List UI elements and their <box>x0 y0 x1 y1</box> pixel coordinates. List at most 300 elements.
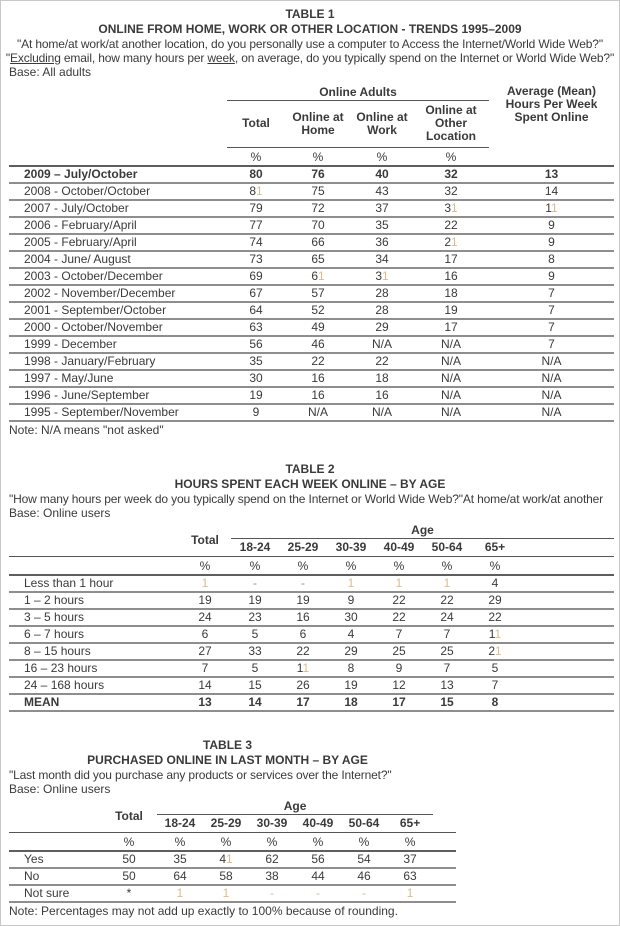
table-cell: 18 <box>327 694 375 711</box>
row-label: 2000 - October/November <box>9 319 227 336</box>
column-header-total: Total <box>101 799 157 833</box>
table1-subtitle: ONLINE FROM HOME, WORK OR OTHER LOCATION - TRENDS 1995–2009 <box>98 22 522 36</box>
column-header-65-plus: 65+ <box>471 539 519 557</box>
table-cell: 63 <box>227 319 285 336</box>
table-cell: 1 <box>179 575 231 592</box>
table-row <box>9 660 614 677</box>
table-cell: 22 <box>375 609 423 626</box>
table-cell: 22 <box>375 592 423 609</box>
table-cell: 67 <box>227 285 285 302</box>
table-cell: 31 <box>351 268 413 285</box>
empty-trailing-cell <box>519 557 614 576</box>
table-cell: N/A <box>351 404 413 421</box>
empty-trailing-cell <box>433 799 456 815</box>
table-row <box>9 268 614 285</box>
table-cell: - <box>249 885 295 902</box>
table-cell: 49 <box>285 319 351 336</box>
table-cell: 58 <box>203 868 249 885</box>
table-cell: 19 <box>227 387 285 404</box>
percent-sign: % <box>285 148 351 167</box>
percent-sign: % <box>413 148 489 167</box>
table-cell: 73 <box>227 251 285 268</box>
empty-trailing-cell <box>519 677 614 694</box>
table-cell: 50 <box>101 868 157 885</box>
table2-age-group-header: Age <box>231 523 614 539</box>
table-cell: 4 <box>471 575 519 592</box>
table-cell: 43 <box>351 183 413 200</box>
table-cell: 36 <box>351 234 413 251</box>
table-cell: 54 <box>341 851 387 868</box>
row-label: 3 – 5 hours <box>9 609 179 626</box>
table-cell: 17 <box>413 319 489 336</box>
row-label: 2009 – July/October <box>9 166 227 183</box>
table-cell: 40 <box>351 166 413 183</box>
table-cell: 17 <box>375 694 423 711</box>
row-label: Less than 1 hour <box>9 575 179 592</box>
table-cell: - <box>341 885 387 902</box>
table-cell: 19 <box>179 592 231 609</box>
table-row <box>9 251 614 268</box>
quote-open: " <box>5 51 11 65</box>
table-cell: 38 <box>249 868 295 885</box>
table-cell: 1 <box>423 575 471 592</box>
empty-trailing-cell <box>519 660 614 677</box>
table-cell: 32 <box>413 166 489 183</box>
table-row <box>9 166 614 183</box>
table1-group-header: Online Adults <box>227 85 489 101</box>
table-cell: N/A <box>285 404 351 421</box>
table-cell: 62 <box>249 851 295 868</box>
table2-question: "How many hours per week do you typically spend on the Internet or World Wide Web?"At home/at work/at another <box>9 492 604 506</box>
empty-corner-cell <box>9 85 227 101</box>
percent-sign: % <box>249 833 295 852</box>
table-cell: - <box>279 575 327 592</box>
table-cell: 17 <box>413 251 489 268</box>
empty-corner-cell <box>9 799 101 815</box>
empty-trailing-cell <box>519 609 614 626</box>
row-label: 1 – 2 hours <box>9 592 179 609</box>
table3-subtitle: PURCHASED ONLINE IN LAST MONTH – BY AGE <box>87 753 368 767</box>
row-label: 2006 - February/April <box>9 217 227 234</box>
table-cell: 30 <box>327 609 375 626</box>
table-cell: 14 <box>231 694 279 711</box>
table1-question-2 <box>4 51 616 65</box>
empty-label-cell <box>9 148 227 167</box>
empty-label-cell <box>9 815 101 833</box>
table-cell: 14 <box>489 183 614 200</box>
row-label: 24 – 168 hours <box>9 677 179 694</box>
column-header-30-39: 30-39 <box>249 815 295 833</box>
table-cell: 5 <box>231 660 279 677</box>
empty-trailing-cell <box>433 833 456 852</box>
table-cell: 13 <box>423 677 471 694</box>
table-cell: 37 <box>387 851 433 868</box>
table-cell: 57 <box>285 285 351 302</box>
table2-percent-row <box>9 557 614 576</box>
column-header-40-49: 40-49 <box>295 815 341 833</box>
table-cell: N/A <box>413 387 489 404</box>
table-cell: 79 <box>227 200 285 217</box>
column-header-total: Total <box>179 523 231 557</box>
table-cell: 61 <box>285 268 351 285</box>
table-cell: 22 <box>279 643 327 660</box>
table-row <box>9 183 614 200</box>
table-cell: 27 <box>179 643 231 660</box>
percent-sign: % <box>471 557 519 576</box>
table-cell: 8 <box>327 660 375 677</box>
table1-header <box>9 85 614 166</box>
table-cell: 1 <box>203 885 249 902</box>
table-cell: 72 <box>285 200 351 217</box>
table-cell: N/A <box>489 353 614 370</box>
table-cell: 19 <box>231 592 279 609</box>
percent-sign: % <box>231 557 279 576</box>
percent-sign: % <box>279 557 327 576</box>
table3-title: TABLE 3 <box>202 738 253 752</box>
empty-trailing-cell <box>519 643 614 660</box>
row-label: 1996 - June/September <box>9 387 227 404</box>
percent-sign: % <box>203 833 249 852</box>
table-row <box>9 285 614 302</box>
table-cell: 64 <box>227 302 285 319</box>
table-cell: 46 <box>285 336 351 353</box>
percent-sign: % <box>227 148 285 167</box>
table2-subtitle: HOURS SPENT EACH WEEK ONLINE – BY AGE <box>174 477 446 491</box>
table-cell: 21 <box>471 643 519 660</box>
column-header-50-64: 50-64 <box>341 815 387 833</box>
table-cell: 65 <box>285 251 351 268</box>
table1-title: TABLE 1 <box>285 7 335 21</box>
table-cell: 7 <box>179 660 231 677</box>
table-row <box>9 626 614 643</box>
table-cell: 5 <box>471 660 519 677</box>
table-row <box>9 217 614 234</box>
row-label: Yes <box>9 851 101 868</box>
table3-body <box>9 851 456 902</box>
table-cell: N/A <box>413 370 489 387</box>
table-cell: 13 <box>179 694 231 711</box>
table-cell: 1 <box>157 885 203 902</box>
table-cell: 6 <box>179 626 231 643</box>
table2-group-row <box>9 523 614 539</box>
table-cell: 16 <box>351 387 413 404</box>
empty-trailing-cell <box>519 539 614 557</box>
row-label: 1997 - May/June <box>9 370 227 387</box>
table-cell: 7 <box>471 677 519 694</box>
table-cell: 22 <box>413 217 489 234</box>
column-header-online-at-home: Online at Home <box>285 101 351 148</box>
row-label: 2005 - February/April <box>9 234 227 251</box>
table-row <box>9 370 614 387</box>
table-cell: 22 <box>471 609 519 626</box>
empty-trailing-cell <box>433 885 456 902</box>
table3-age-columns-row <box>9 815 456 833</box>
percent-sign: % <box>375 557 423 576</box>
table-cell: 41 <box>203 851 249 868</box>
table-cell: 14 <box>179 677 231 694</box>
table2-header <box>9 523 614 575</box>
table-cell: 31 <box>413 200 489 217</box>
table-cell: 19 <box>413 302 489 319</box>
table-cell: 33 <box>231 643 279 660</box>
table-cell: 63 <box>387 868 433 885</box>
table-cell: 7 <box>423 626 471 643</box>
table3-age-group-header: Age <box>157 799 433 815</box>
table-row <box>9 234 614 251</box>
percent-sign: % <box>295 833 341 852</box>
row-label: 16 – 23 hours <box>9 660 179 677</box>
column-header-online-at-other-location: Online at Other Location <box>413 101 489 148</box>
table1 <box>9 85 614 422</box>
table-cell: 70 <box>285 217 351 234</box>
underlined-word-week: week <box>207 51 235 65</box>
table-row <box>9 404 614 421</box>
table-row <box>9 643 614 660</box>
table-row <box>9 609 614 626</box>
table2 <box>9 523 614 712</box>
column-header-18-24: 18-24 <box>231 539 279 557</box>
table-cell: N/A <box>489 370 614 387</box>
table-cell: 52 <box>285 302 351 319</box>
empty-label-cell <box>9 539 179 557</box>
table-cell: 56 <box>295 851 341 868</box>
table3-group-row <box>9 799 456 815</box>
quote-middle: email, how many hours per <box>60 51 208 65</box>
table-cell: 9 <box>227 404 285 421</box>
table-cell: 46 <box>341 868 387 885</box>
table-cell: 4 <box>327 626 375 643</box>
table-cell: 75 <box>285 183 351 200</box>
table3-note: Note: Percentages may not add up exactly to 100% because of rounding. <box>9 904 398 918</box>
table-cell: 29 <box>351 319 413 336</box>
empty-percent-cell <box>489 148 614 167</box>
column-header-40-49: 40-49 <box>375 539 423 557</box>
table-row <box>9 319 614 336</box>
table-cell: 6 <box>279 626 327 643</box>
table-row <box>9 387 614 404</box>
table-cell: 1 <box>375 575 423 592</box>
table1-question-1: "At home/at work/at another location, do you personally use a computer to Access the Internet/World Wide Web?" <box>17 37 603 51</box>
table-cell: 16 <box>285 370 351 387</box>
table-cell: 22 <box>423 592 471 609</box>
column-header-25-29: 25-29 <box>279 539 327 557</box>
table1-note: Note: N/A means "not asked" <box>9 423 164 437</box>
table-cell: 1 <box>327 575 375 592</box>
empty-trailing-cell <box>519 626 614 643</box>
row-label: MEAN <box>9 694 179 711</box>
table-cell: 7 <box>423 660 471 677</box>
table-cell: 7 <box>489 319 614 336</box>
table-cell: N/A <box>489 387 614 404</box>
table1-body <box>9 166 614 421</box>
table-cell: - <box>231 575 279 592</box>
table-cell: 19 <box>279 592 327 609</box>
empty-trailing-cell <box>519 694 614 711</box>
table-cell: 5 <box>231 626 279 643</box>
percent-sign: % <box>157 833 203 852</box>
table-cell: - <box>295 885 341 902</box>
table1-percent-row <box>9 148 614 167</box>
table3-percent-row <box>9 833 456 852</box>
table-cell: 28 <box>351 285 413 302</box>
table-row <box>9 868 456 885</box>
table-cell: 9 <box>489 234 614 251</box>
row-label: 1998 - January/February <box>9 353 227 370</box>
table-cell: 18 <box>413 285 489 302</box>
table-cell: 34 <box>351 251 413 268</box>
row-label: 2002 - November/December <box>9 285 227 302</box>
column-header-online-at-work: Online at Work <box>351 101 413 148</box>
table-row <box>9 336 614 353</box>
table-cell: N/A <box>413 353 489 370</box>
table3-question: "Last month did you purchase any products or services over the Internet?" <box>9 768 392 782</box>
table-cell: 26 <box>279 677 327 694</box>
table-row <box>9 200 614 217</box>
table1-group-row <box>9 85 614 101</box>
table2-age-columns-row <box>9 539 614 557</box>
row-label: 2004 - June/ August <box>9 251 227 268</box>
table-cell: 77 <box>227 217 285 234</box>
table-cell: 25 <box>423 643 471 660</box>
table-cell: 9 <box>327 592 375 609</box>
table3 <box>9 799 456 903</box>
percent-sign: % <box>327 557 375 576</box>
percent-sign: % <box>179 557 231 576</box>
table-row <box>9 592 614 609</box>
empty-label-cell <box>9 833 101 852</box>
table2-base: Base: Online users <box>9 506 111 520</box>
table1-average-header: Average (Mean) Hours Per Week Spent Online <box>505 84 598 124</box>
table-cell: 18 <box>351 370 413 387</box>
empty-trailing-cell <box>519 592 614 609</box>
empty-trailing-cell <box>433 815 456 833</box>
table-cell: 12 <box>375 677 423 694</box>
table-row <box>9 302 614 319</box>
table-row <box>9 851 456 868</box>
empty-label-cell <box>9 101 227 148</box>
table-cell: 74 <box>227 234 285 251</box>
column-header-total: Total <box>227 101 285 148</box>
table-cell: 29 <box>471 592 519 609</box>
table-cell: * <box>101 885 157 902</box>
table-row <box>9 575 614 592</box>
table-cell: 24 <box>179 609 231 626</box>
table-row <box>9 694 614 711</box>
table-cell: 23 <box>231 609 279 626</box>
table-cell: 11 <box>489 200 614 217</box>
table-cell: 35 <box>227 353 285 370</box>
table-cell: 35 <box>351 217 413 234</box>
table-cell: 30 <box>227 370 285 387</box>
table-cell: 8 <box>489 251 614 268</box>
table-cell: N/A <box>413 336 489 353</box>
row-label: 1995 - September/November <box>9 404 227 421</box>
table-row <box>9 677 614 694</box>
column-header-18-24: 18-24 <box>157 815 203 833</box>
empty-trailing-cell <box>519 575 614 592</box>
row-label: 2007 - July/October <box>9 200 227 217</box>
table-cell: 66 <box>285 234 351 251</box>
table2-title: TABLE 2 <box>285 462 335 476</box>
table-cell: 13 <box>489 166 614 183</box>
table-cell: 16 <box>413 268 489 285</box>
percent-sign: % <box>101 833 157 852</box>
table-cell: 25 <box>375 643 423 660</box>
column-header-25-29: 25-29 <box>203 815 249 833</box>
table-cell: 9 <box>489 217 614 234</box>
table-cell: 76 <box>285 166 351 183</box>
column-header-65-plus: 65+ <box>387 815 433 833</box>
row-label: 6 – 7 hours <box>9 626 179 643</box>
table-cell: 64 <box>157 868 203 885</box>
table-cell: 7 <box>375 626 423 643</box>
table-cell: 81 <box>227 183 285 200</box>
table-cell: 11 <box>471 626 519 643</box>
table-cell: 15 <box>231 677 279 694</box>
table-cell: 28 <box>351 302 413 319</box>
percent-sign: % <box>351 148 413 167</box>
table3-header <box>9 799 456 851</box>
table-cell: 11 <box>279 660 327 677</box>
table-cell: 19 <box>327 677 375 694</box>
table-cell: 29 <box>327 643 375 660</box>
table-cell: 24 <box>423 609 471 626</box>
table-cell: 56 <box>227 336 285 353</box>
table2-body <box>9 575 614 711</box>
table-cell: 16 <box>279 609 327 626</box>
row-label: 1999 - December <box>9 336 227 353</box>
table-cell: 50 <box>101 851 157 868</box>
row-label: Not sure <box>9 885 101 902</box>
table-cell: 1 <box>387 885 433 902</box>
table-cell: 7 <box>489 302 614 319</box>
row-label: No <box>9 868 101 885</box>
table-cell: 17 <box>279 694 327 711</box>
percent-sign: % <box>387 833 433 852</box>
table-cell: 7 <box>489 336 614 353</box>
empty-corner-cell <box>9 523 179 539</box>
table-cell: 44 <box>295 868 341 885</box>
row-label: 8 – 15 hours <box>9 643 179 660</box>
table-cell: 32 <box>413 183 489 200</box>
table-cell: 37 <box>351 200 413 217</box>
table-cell: N/A <box>489 404 614 421</box>
column-header-50-64: 50-64 <box>423 539 471 557</box>
quote-end: , on average, do you typically spend on the Internet or World Wide Web?" <box>234 51 615 65</box>
table-cell: N/A <box>413 404 489 421</box>
table3-base: Base: Online users <box>9 782 111 796</box>
empty-label-cell <box>9 557 179 576</box>
empty-trailing-cell <box>433 868 456 885</box>
table-cell: 80 <box>227 166 285 183</box>
column-header-30-39: 30-39 <box>327 539 375 557</box>
row-label: 2001 - September/October <box>9 302 227 319</box>
table-cell: 9 <box>375 660 423 677</box>
table-cell: 22 <box>351 353 413 370</box>
table-cell: 35 <box>157 851 203 868</box>
table-cell: 22 <box>285 353 351 370</box>
row-label: 2003 - October/December <box>9 268 227 285</box>
empty-trailing-cell <box>433 851 456 868</box>
table-cell: 7 <box>489 285 614 302</box>
table-cell: 8 <box>471 694 519 711</box>
table-row <box>9 885 456 902</box>
percent-sign: % <box>341 833 387 852</box>
percent-sign: % <box>423 557 471 576</box>
row-label: 2008 - October/October <box>9 183 227 200</box>
table-cell: 15 <box>423 694 471 711</box>
table1-base: Base: All adults <box>9 65 92 79</box>
